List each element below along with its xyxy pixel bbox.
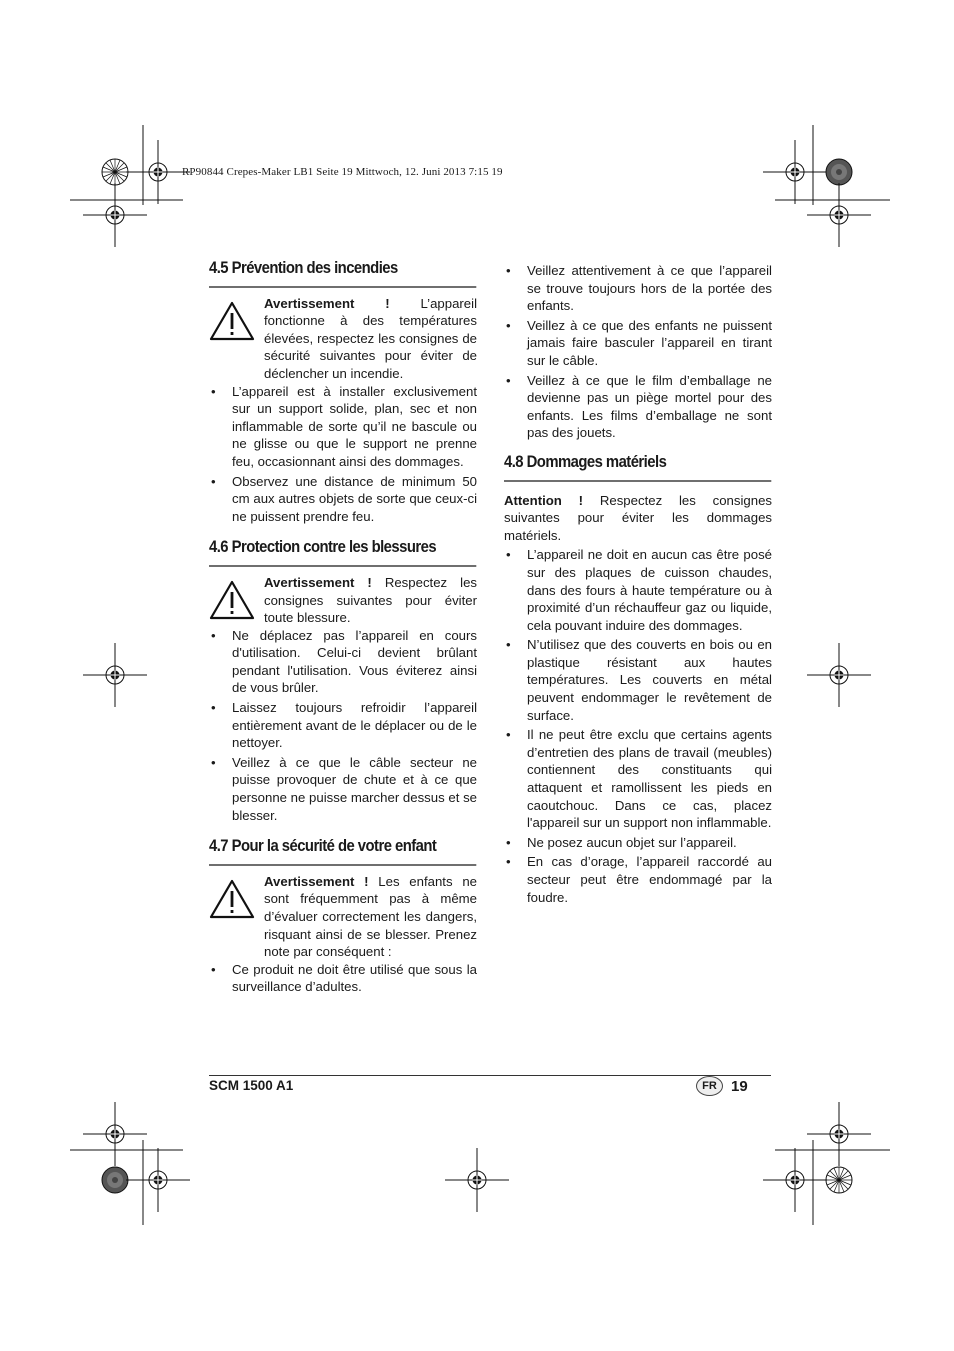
list-item: • Laissez toujours refroidir l’appareil entièrement avant de le déplacer ou de le nettoyer.	[209, 699, 477, 752]
list-item: • L’appareil est à installer exclusivement sur un support solide, plan, sec et non inflammable de sorte qu’il ne bascule ou ne glisse ou que le support ne prenne feu, occasionnant ainsi des dommages.	[209, 383, 477, 471]
list-item: • Ne posez aucun objet sur l’appareil.	[504, 834, 772, 852]
list-item: • Ce produit ne doit être utilisé que sous la surveillance d’adultes.	[209, 961, 477, 996]
attention-text: Respectez les consignes suivantes pour éviter les dommages matériels.	[504, 492, 772, 543]
bullet-list	[209, 627, 477, 825]
page-number: 19	[731, 1077, 748, 1095]
section-title: 4.6 Protection contre les blessures	[209, 539, 477, 567]
list-item: • Il ne peut être exclu que certains agents d’entretien des plans de travail (meubles) contiennent des constituants qui attaquent et ramollissent les pieds en caoutchouc. Dans ce cas, placez l'appareil sur un support non inflammable.	[504, 726, 772, 832]
warning-triangle-icon	[209, 574, 264, 627]
section-title: 4.8 Dommages matériels	[504, 454, 772, 482]
attention-label: Attention !	[504, 492, 584, 508]
footer-model: SCM 1500 A1	[209, 1078, 294, 1093]
left-column	[209, 260, 477, 998]
warning-triangle-icon	[209, 295, 264, 383]
warning-block	[209, 873, 477, 961]
section-4-7	[209, 838, 477, 996]
list-item: • Ne déplacez pas l’appareil en cours d'utilisation. Celui-ci devient brûlant pendant l'utilisation. Vous éviterez ainsi de vous brûler.	[209, 627, 477, 697]
list-item: • En cas d’orage, l’appareil raccordé au secteur peut être endommagé par la foudre.	[504, 853, 772, 906]
warning-block	[209, 295, 477, 383]
warning-label: Avertissement !	[264, 873, 369, 889]
list-item: • Veillez à ce que le film d’emballage ne devienne pas un piège mortel pour des enfants. Les films d’emballage ne sont pas des jouets.	[504, 372, 772, 442]
footer-rule	[209, 1075, 771, 1076]
warning-text: Respectez les consignes suivantes pour éviter toute blessure.	[264, 574, 477, 626]
language-badge: FR	[696, 1076, 723, 1096]
attention-paragraph	[504, 492, 772, 545]
warning-triangle-icon	[209, 873, 264, 961]
bullet-list	[504, 546, 772, 906]
warning-text: L’appareil fonctionne à des températures élevées, respectez les consignes de sécurité suivantes pour éviter de déclencher un incendie.	[264, 295, 477, 381]
warning-label: Avertissement !	[264, 574, 372, 590]
list-item: • Veillez attentivement à ce que l’appareil se trouve toujours hors de la portée des enfants.	[504, 262, 772, 315]
footer-page-info	[696, 1076, 748, 1096]
bullet-list	[209, 961, 477, 996]
warning-text: Les enfants ne sont fréquemment pas à même d’évaluer correctement les dangers, risquant ainsi de se blesser. Prenez note par conséquent :	[264, 873, 477, 960]
list-item: • L’appareil ne doit en aucun cas être posé sur des plaques de cuisson chaudes, dans des fours à haute température ou à proximité d’un réchauffeur gaz ou liquide, cela pouvant induire des dommages.	[504, 546, 772, 634]
warning-label: Avertissement !	[264, 295, 390, 311]
section-title: 4.7 Pour la sécurité de votre enfant	[209, 838, 477, 866]
list-item: • Veillez à ce que des enfants ne puissent jamais faire basculer l’appareil en tirant sur le câble.	[504, 317, 772, 370]
list-item: • Observez une distance de minimum 50 cm aux autres objets de sorte que ceux-ci ne puissent prendre feu.	[209, 473, 477, 526]
bullet-list	[209, 383, 477, 526]
list-item: • N’utilisez que des couverts en bois ou en plastique résistant aux hautes températures. Les couverts en métal peuvent endommager le revêtement de surface.	[504, 636, 772, 724]
bullet-list	[504, 262, 772, 442]
warning-block	[209, 574, 477, 627]
print-info: RP90844 Crepes-Maker LB1 Seite 19 Mittwoch, 12. Juni 2013 7:15 19	[182, 166, 503, 178]
list-item: • Veillez à ce que le câble secteur ne puisse provoquer de chute et à ce que personne ne puisse marcher dessus et se blesser.	[209, 754, 477, 824]
right-column	[504, 262, 772, 908]
section-title: 4.5 Prévention des incendies	[209, 260, 477, 288]
section-4-6	[209, 539, 477, 824]
section-4-8	[504, 454, 772, 906]
section-4-5	[209, 260, 477, 525]
